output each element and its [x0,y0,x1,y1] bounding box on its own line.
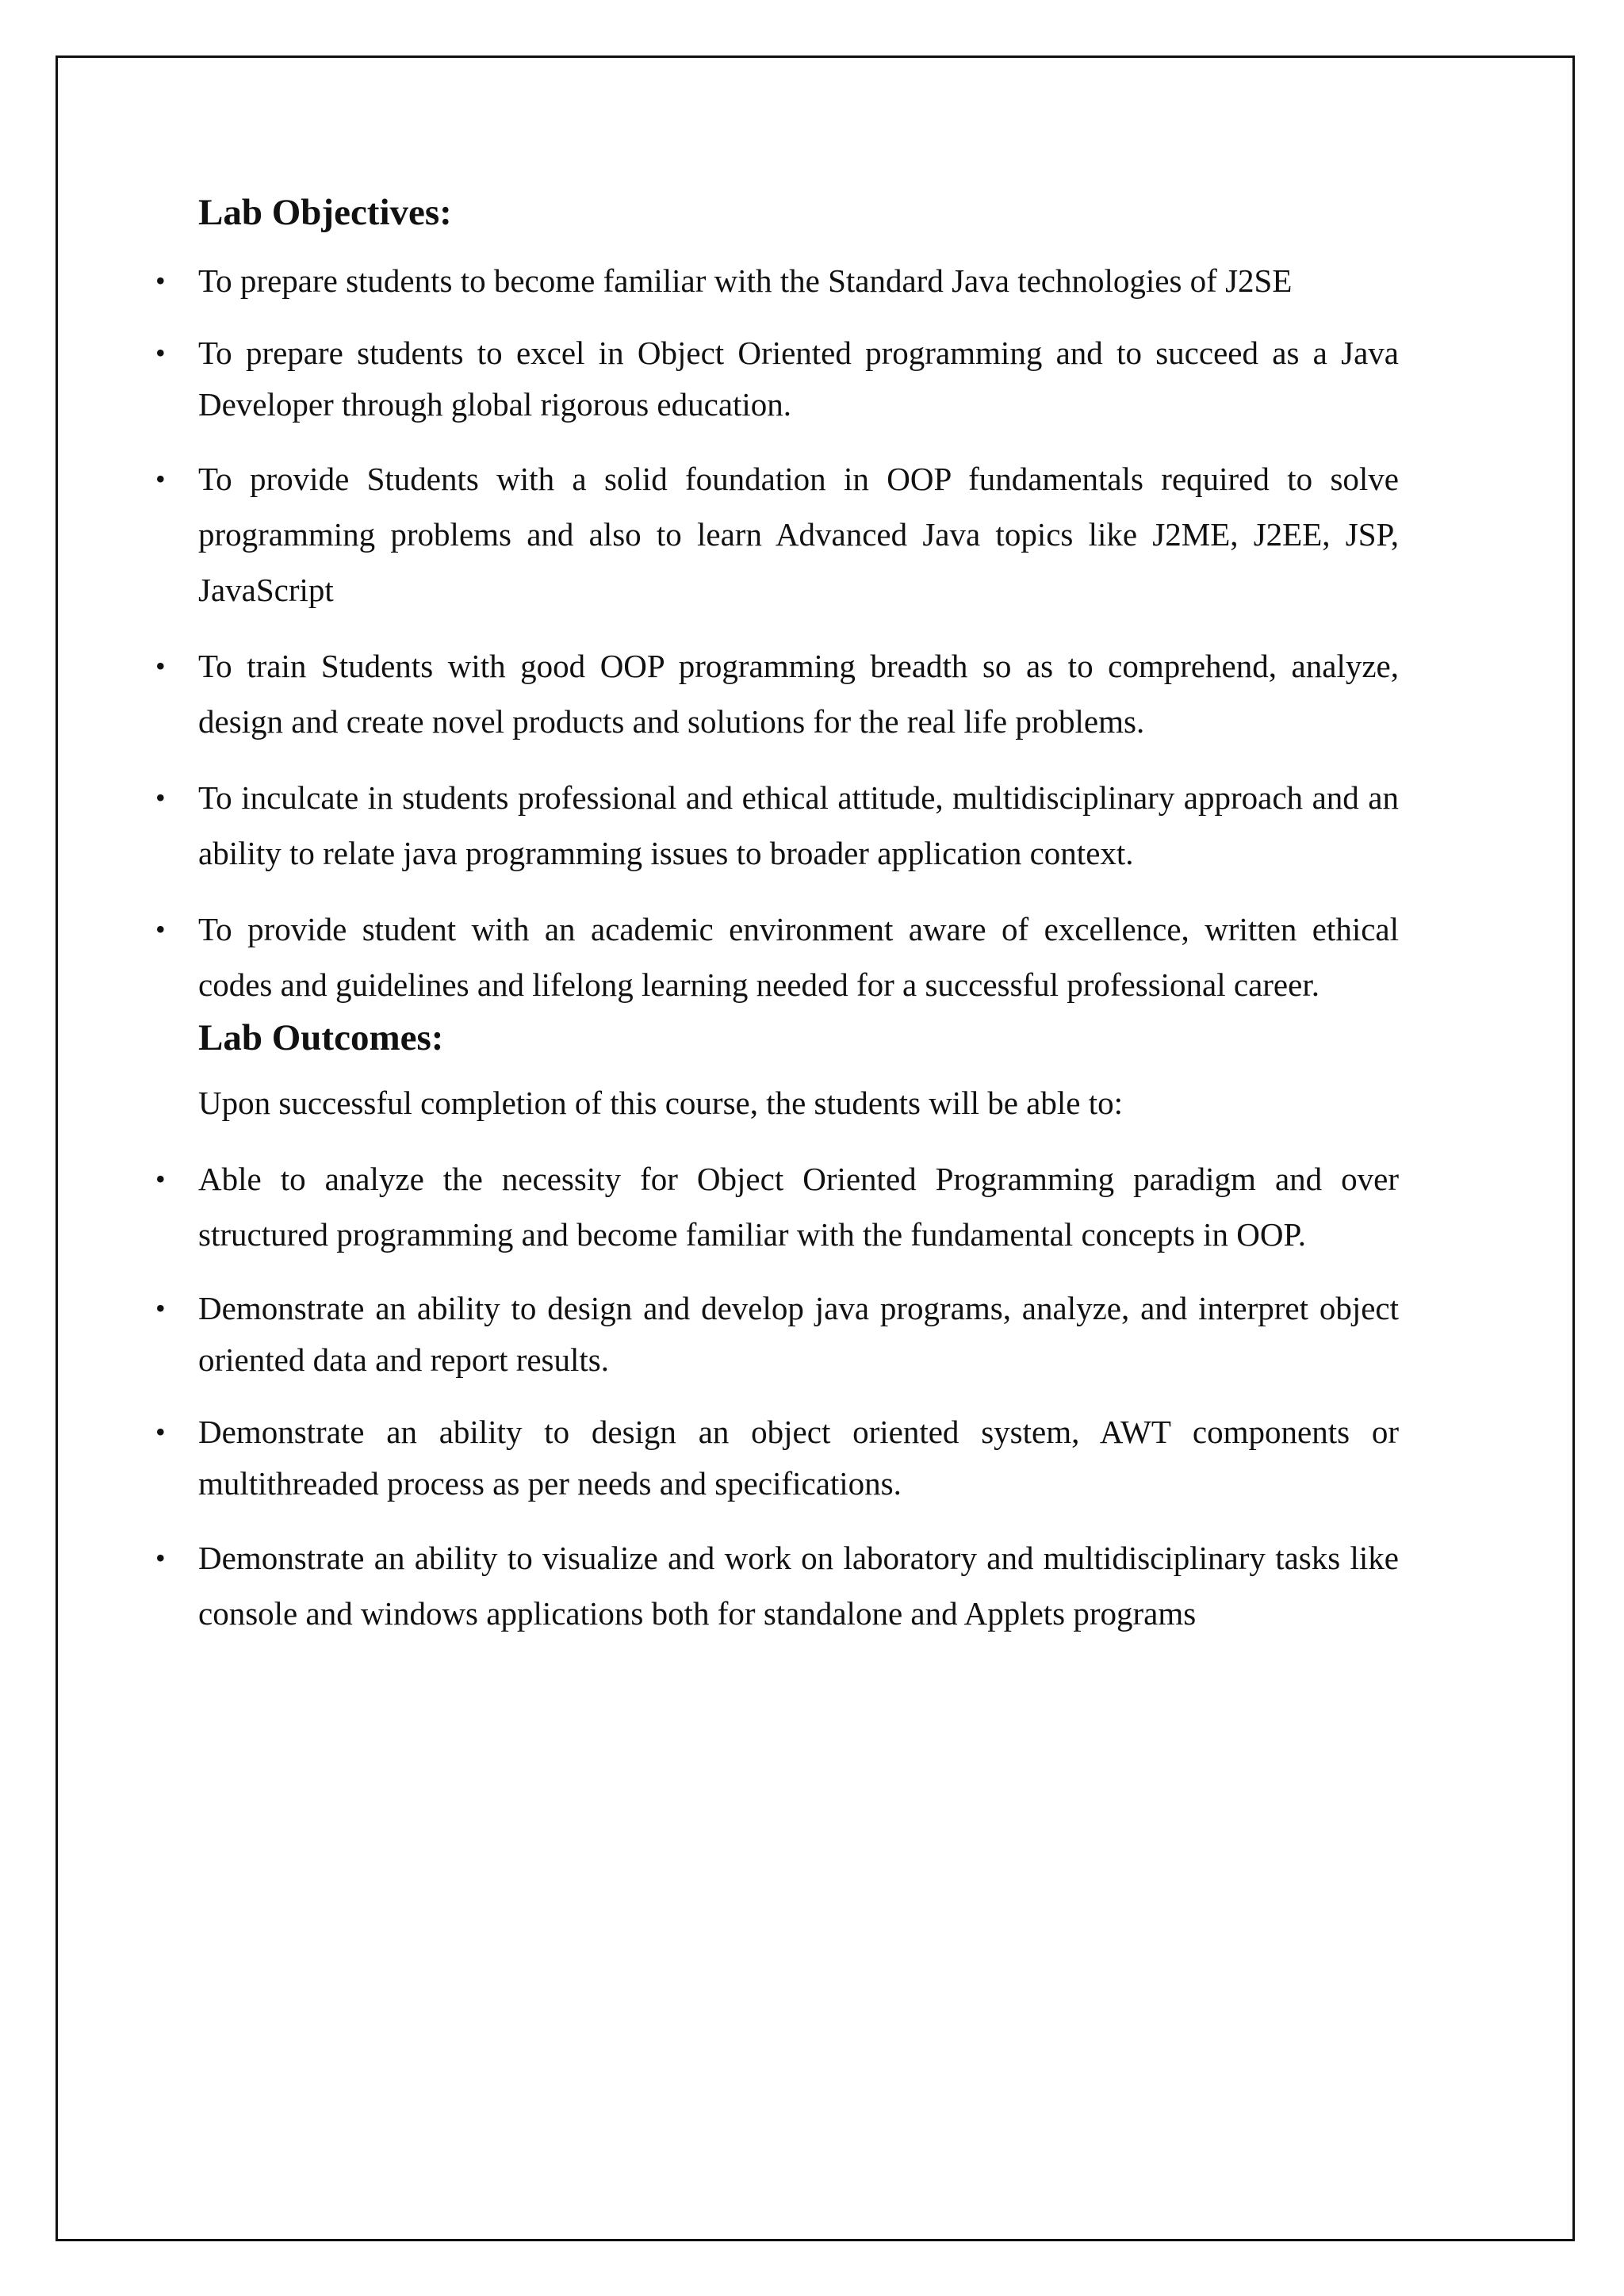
bullet-icon: • [155,913,166,946]
bullet-icon: • [155,337,166,369]
objective-text: To train Students with good OOP programming breadth so as to comprehend, analyze, design and create novel products and solutions for the real life problems. [198,648,1399,740]
objective-item [155,451,1399,618]
document-content [155,190,1399,1662]
bullet-icon: • [155,265,166,297]
bullet-icon: • [155,1292,166,1324]
objective-text: To inculcate in students professional and ethical attitude, multidisciplinary approach and an ability to relate java programming issues to broader application context. [198,779,1399,872]
objective-item [155,770,1399,881]
objective-text: To provide student with an academic environment aware of excellence, written ethical codes and guidelines and lifelong learning needed for a successful professional career. [198,911,1399,1004]
outcome-item [155,1283,1399,1386]
outcome-text: Demonstrate an ability to design an object oriented system, AWT components or multithreaded process as per needs and specifications. [198,1413,1399,1502]
lab-outcomes-heading: Lab Outcomes: [198,1017,444,1059]
objective-text: To provide Students with a solid foundation in OOP fundamentals required to solve programming problems and also to learn Advanced Java topics like J2ME, J2EE, JSP, JavaScript [198,461,1399,609]
lab-objectives-list [155,255,1399,1012]
lab-objectives-heading: Lab Objectives: [198,192,452,233]
lab-outcomes-list [155,1151,1399,1641]
objective-item [155,255,1399,307]
bullet-icon: • [155,1162,166,1195]
objective-item [155,638,1399,749]
bullet-icon: • [155,650,166,683]
outcome-item [155,1406,1399,1510]
outcome-text: Able to analyze the necessity for Object Oriented Programming paradigm and over structured programming and become familiar with the fundamental concepts in OOP. [198,1160,1399,1253]
outcome-item [155,1151,1399,1262]
outcome-text: Demonstrate an ability to visualize and work on laboratory and multidisciplinary tasks like console and windows applications both for standalone and Applets programs [198,1539,1399,1632]
outcomes-intro: Upon successful completion of this course, the students will be able to: [198,1084,1123,1121]
bullet-icon: • [155,1415,166,1448]
outcome-text: Demonstrate an ability to design and develop java programs, analyze, and interpret object oriented data and report results. [198,1289,1399,1378]
bullet-icon: • [155,1541,166,1574]
objective-text: To prepare students to excel in Object Oriented programming and to succeed as a Java Developer through global rigorous education. [198,335,1399,423]
objective-text: To prepare students to become familiar with the Standard Java technologies of J2SE [198,262,1293,300]
bullet-icon: • [155,782,166,814]
objective-item [155,901,1399,1012]
bullet-icon: • [155,463,166,496]
outcome-item [155,1530,1399,1641]
objective-item [155,327,1399,430]
